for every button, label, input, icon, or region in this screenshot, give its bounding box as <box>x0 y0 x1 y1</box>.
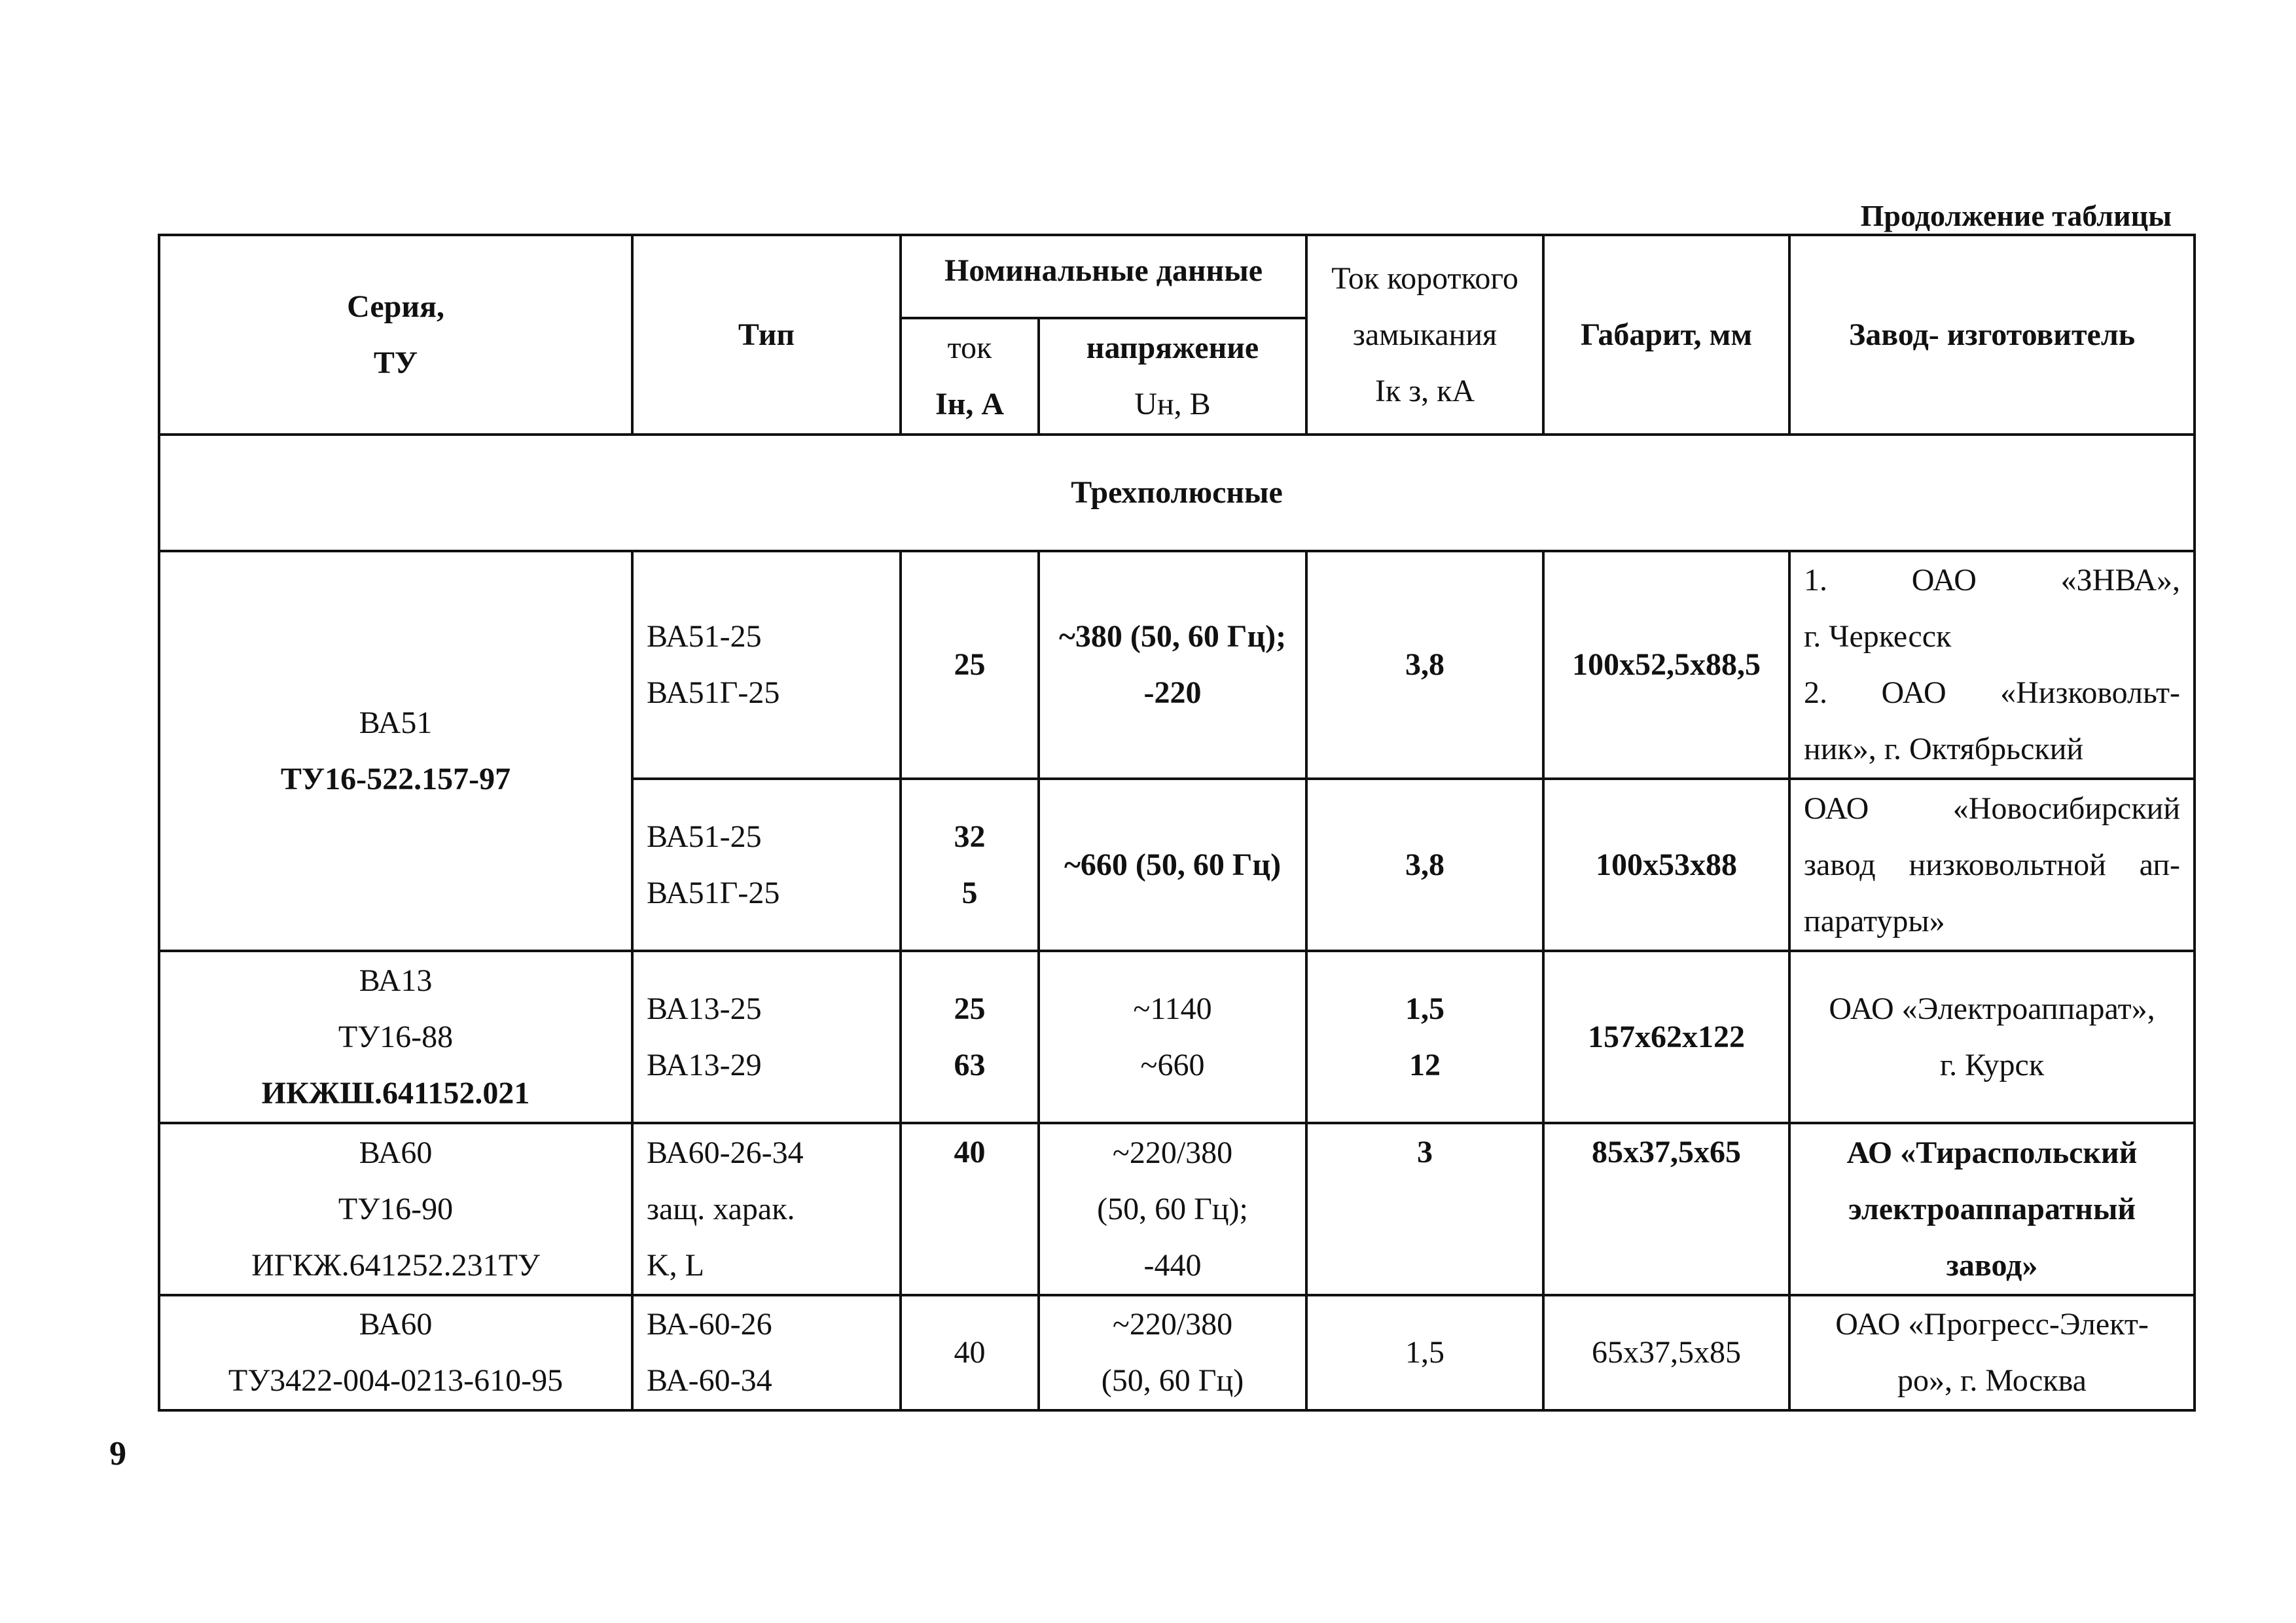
section-row <box>159 435 2195 551</box>
size-cell: 65х37,5х85 <box>1543 1295 1789 1410</box>
table-row <box>159 1123 2195 1295</box>
header-voltage: напряжение Uн, В <box>1039 318 1306 435</box>
voltage-cell: ~380 (50, 60 Гц); -220 <box>1039 551 1306 779</box>
section-title: Трехполюсные <box>159 435 2195 551</box>
type-cell: ВА13-25 ВА13-29 <box>632 951 901 1123</box>
maker-cell: АО «Тираспольский электроаппаратный завод» <box>1789 1123 2195 1295</box>
series-cell: ВА13 ТУ16-88 ИКЖШ.641152.021 <box>159 951 632 1123</box>
current-cell: 25 <box>901 551 1039 779</box>
header-short-circuit: Ток короткого замыкания Iк з, кА <box>1306 235 1543 435</box>
breakers-table <box>158 234 2196 1412</box>
current-cell: 32 5 <box>901 779 1039 951</box>
isc-cell: 1,5 12 <box>1306 951 1543 1123</box>
isc-cell: 3 <box>1306 1123 1543 1295</box>
header-series: Серия, ТУ <box>159 235 632 435</box>
maker-cell: 1. ОАО «ЗНВА», г. Черкесск 2. ОАО «Низковольт- ник», г. Октябрьский <box>1789 551 2195 779</box>
maker-cell: ОАО «Прогресс-Элект- ро», г. Москва <box>1789 1295 2195 1410</box>
size-cell: 85х37,5х65 <box>1543 1123 1789 1295</box>
current-cell: 40 <box>901 1123 1039 1295</box>
voltage-cell: ~220/380 (50, 60 Гц); -440 <box>1039 1123 1306 1295</box>
isc-cell: 3,8 <box>1306 551 1543 779</box>
table-row <box>159 1295 2195 1410</box>
header-current: ток Iн, А <box>901 318 1039 435</box>
table-row <box>159 551 2195 779</box>
voltage-cell: ~1140 ~660 <box>1039 951 1306 1123</box>
header-type: Тип <box>632 235 901 435</box>
page-number: 6 <box>109 1435 126 1472</box>
type-cell: ВА60-26-34 защ. харак. K, L <box>632 1123 901 1295</box>
header-nominal: Номинальные данные <box>901 235 1306 318</box>
current-cell: 40 <box>901 1295 1039 1410</box>
size-cell: 157х62х122 <box>1543 951 1789 1123</box>
maker-cell: ОАО «Новосибирский завод низковольтной ап- паратуры» <box>1789 779 2195 951</box>
size-cell: 100х52,5х88,5 <box>1543 551 1789 779</box>
series-cell: ВА60 ТУ3422-004-0213-610-95 <box>159 1295 632 1410</box>
isc-cell: 3,8 <box>1306 779 1543 951</box>
header-dimensions: Габарит, мм <box>1543 235 1789 435</box>
series-cell: ВА51 ТУ16-522.157-97 <box>159 551 632 951</box>
isc-cell: 1,5 <box>1306 1295 1543 1410</box>
size-cell: 100х53х88 <box>1543 779 1789 951</box>
header-row-1 <box>159 235 2195 318</box>
maker-cell: ОАО «Электроаппарат», г. Курск <box>1789 951 2195 1123</box>
series-cell: ВА60 ТУ16-90 ИГКЖ.641252.231ТУ <box>159 1123 632 1295</box>
type-cell: ВА51-25 ВА51Г-25 <box>632 551 901 779</box>
table-row <box>159 951 2195 1123</box>
type-cell: ВА-60-26 ВА-60-34 <box>632 1295 901 1410</box>
voltage-cell: ~220/380 (50, 60 Гц) <box>1039 1295 1306 1410</box>
type-cell: ВА51-25 ВА51Г-25 <box>632 779 901 951</box>
voltage-cell: ~660 (50, 60 Гц) <box>1039 779 1306 951</box>
header-manufacturer: Завод- изготовитель <box>1789 235 2195 435</box>
continuation-label: Продолжение таблицы <box>1860 199 2172 232</box>
current-cell: 25 63 <box>901 951 1039 1123</box>
